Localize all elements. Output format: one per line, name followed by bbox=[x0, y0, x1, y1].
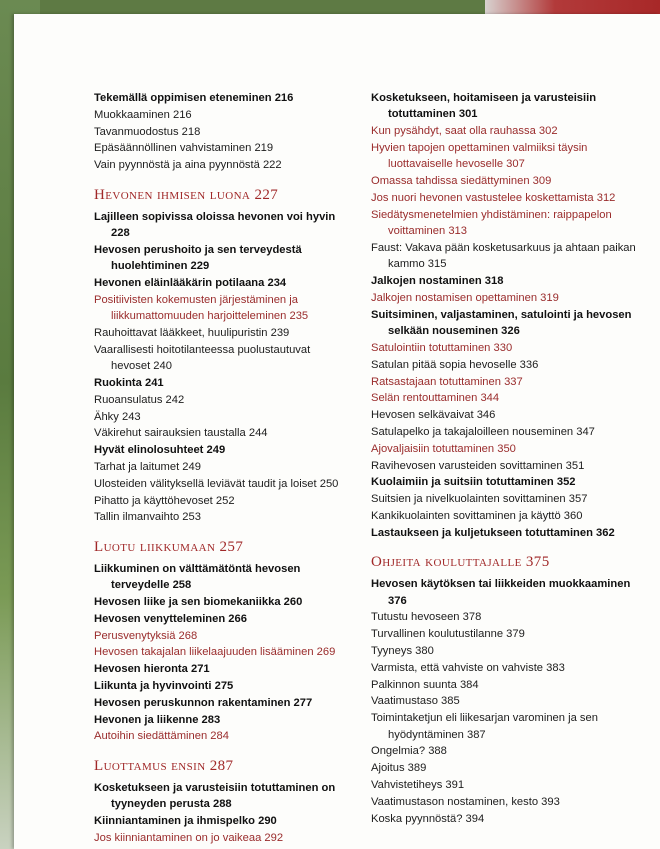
toc-exercise-entry: Positiivisten kokemusten järjestäminen ja liikkumattomuuden harjoitteleminen 235 bbox=[94, 293, 309, 323]
toc-subentry: Ähky 243 bbox=[94, 410, 141, 423]
toc-subentry: Vaarallisesti hoitotilanteessa puolustautuvat hevoset 240 bbox=[94, 343, 311, 373]
toc-chapter-entry: Hevonen eläinlääkärin potilaana 234 bbox=[94, 277, 287, 289]
toc-subentry: Tarhat ja laitumet 249 bbox=[94, 460, 201, 473]
section-title: Luotu liikkumaan bbox=[94, 538, 216, 555]
toc-chapter-entry: Kiinniantaminen ja ihmispelko 290 bbox=[94, 814, 277, 827]
toc-exercise-entry: Ajovaljaisiin totuttaminen 350 bbox=[371, 442, 516, 455]
toc-exercise-entry: Jalkojen nostamisen opettaminen 319 bbox=[371, 292, 559, 304]
toc-exercise-entry: Autoihin siedättäminen 284 bbox=[94, 730, 229, 743]
toc-subentry: Satulan pitää sopia hevoselle 336 bbox=[371, 358, 539, 371]
toc-subentry: Turvallinen koulutustilanne 379 bbox=[371, 628, 525, 641]
section-page-number: 287 bbox=[209, 757, 234, 774]
toc-chapter-entry: Ruokinta 241 bbox=[94, 377, 164, 389]
toc-chapter-entry: Lajilleen sopivissa oloissa hevonen voi hyvin 228 bbox=[94, 210, 336, 239]
section-title: Ohjeita kouluttajalle bbox=[371, 554, 522, 571]
toc-exercise-entry: Jos nuori hevonen vastustelee koskettamista 312 bbox=[371, 192, 616, 204]
section-title: Hevonen ihmisen luona bbox=[94, 186, 251, 203]
toc-chapter-entry: Hevosen perushoito ja sen terveydestä huolehtiminen 229 bbox=[94, 243, 302, 273]
toc-chapter-entry: Hevosen peruskunnon rakentaminen 277 bbox=[94, 696, 313, 709]
toc-exercise-entry: Satulointiin totuttaminen 330 bbox=[371, 342, 513, 354]
toc-exercise-entry: Jos kiinniantaminen on jo vaikeaa 292 bbox=[94, 831, 284, 844]
toc-subentry: Toimintaketjun eli liikesarjan varominen ja sen hyödyntäminen 387 bbox=[371, 712, 598, 741]
toc-subentry: Ongelmia? 388 bbox=[371, 745, 447, 758]
toc-chapter-entry: Lastaukseen ja kuljetukseen totuttaminen 362 bbox=[371, 526, 615, 539]
toc-subentry: Pihatto ja käyttöhevoset 252 bbox=[94, 494, 235, 507]
toc-subentry: Rauhoittavat lääkkeet, huulipuristin 239 bbox=[94, 327, 290, 339]
toc-chapter-entry: Hyvät elinolosuhteet 249 bbox=[94, 444, 226, 457]
toc-chapter-entry: Kosketukseen ja varusteisiin totuttaminen on tyyneyden perusta 288 bbox=[94, 781, 336, 811]
toc-left-column bbox=[94, 90, 349, 847]
toc-subentry: Ravihevosen varusteiden sovittaminen 351 bbox=[371, 459, 585, 472]
section-page-number: 227 bbox=[254, 186, 279, 203]
toc-section-heading bbox=[371, 552, 641, 572]
book-page bbox=[14, 14, 660, 849]
toc-subentry: Tallin ilmanvaihto 253 bbox=[94, 511, 201, 524]
toc-chapter-entry: Hevosen hieronta 271 bbox=[94, 663, 210, 676]
toc-chapter-entry: Hevosen käytöksen tai liikkeiden muokkaaminen 376 bbox=[371, 578, 631, 607]
toc-subentry: Ruoansulatus 242 bbox=[94, 393, 185, 406]
toc-chapter-entry: Jalkojen nostaminen 318 bbox=[371, 275, 504, 288]
toc-chapter-entry: Liikunta ja hyvinvointi 275 bbox=[94, 679, 234, 692]
section-page-number: 257 bbox=[219, 538, 244, 555]
toc-subentry: Suitsien ja nivelkuolainten sovittaminen 357 bbox=[371, 493, 588, 506]
toc-chapter-entry: Hevosen liike ja sen biomekaniikka 260 bbox=[94, 595, 303, 608]
toc-subentry: Satulapelko ja takajaloilleen nouseminen 347 bbox=[371, 425, 595, 438]
section-page-number: 375 bbox=[525, 554, 550, 571]
toc-exercise-entry: Ratsastajaan totuttaminen 337 bbox=[371, 375, 523, 388]
toc-subentry: Muokkaaminen 216 bbox=[94, 108, 192, 121]
toc-subentry: Epäsäännöllinen vahvistaminen 219 bbox=[94, 142, 274, 155]
toc-subentry: Vaatimustaso 385 bbox=[371, 695, 460, 708]
toc-section-heading bbox=[94, 537, 349, 557]
toc-exercise-entry: Hevosen takajalan liikelaajuuden lisääminen 269 bbox=[94, 646, 336, 659]
toc-subentry: Koska pyynnöstä? 394 bbox=[371, 812, 485, 825]
toc-exercise-entry: Hyvien tapojen opettaminen valmiiksi täysin luottavaiselle hevoselle 307 bbox=[371, 142, 588, 171]
toc-subentry: Varmista, että vahviste on vahviste 383 bbox=[371, 661, 565, 674]
toc-chapter-entry: Tekemällä oppimisen eteneminen 216 bbox=[94, 92, 294, 104]
toc-subentry: Palkinnon suunta 384 bbox=[371, 678, 479, 691]
toc-exercise-entry: Omassa tahdissa siedättyminen 309 bbox=[371, 175, 552, 188]
toc-subentry: Vaatimustason nostaminen, kesto 393 bbox=[371, 795, 560, 808]
toc-subentry: Ulosteiden välityksellä leviävät taudit ja loiset 250 bbox=[94, 477, 339, 490]
toc-section-heading bbox=[94, 185, 349, 205]
toc-chapter-entry: Kosketukseen, hoitamiseen ja varusteisiin totuttaminen 301 bbox=[371, 92, 597, 121]
toc-chapter-entry: Liikkuminen on välttämätöntä hevosen terveydelle 258 bbox=[94, 562, 301, 592]
toc-subentry: Tutustu hevoseen 378 bbox=[371, 611, 482, 624]
toc-chapter-entry: Kuolaimiin ja suitsiin totuttaminen 352 bbox=[371, 476, 576, 489]
toc-exercise-entry: Perusvenytyksiä 268 bbox=[94, 629, 198, 642]
toc-right-column bbox=[371, 90, 641, 827]
toc-subentry: Hevosen selkävaivat 346 bbox=[371, 409, 496, 422]
toc-subentry: Vain pyynnöstä ja aina pyynnöstä 222 bbox=[94, 159, 282, 172]
toc-subentry: Ajoitus 389 bbox=[371, 762, 427, 775]
toc-exercise-entry: Siedätysmenetelmien yhdistäminen: raippapelon voittaminen 313 bbox=[371, 208, 612, 238]
toc-chapter-entry: Suitsiminen, valjastaminen, satulointi ja hevosen selkään nouseminen 326 bbox=[371, 308, 632, 338]
toc-exercise-entry: Kun pysähdyt, saat olla rauhassa 302 bbox=[371, 125, 558, 138]
toc-chapter-entry: Hevonen ja liikenne 283 bbox=[94, 713, 221, 726]
toc-exercise-entry: Selän rentouttaminen 344 bbox=[371, 392, 500, 405]
toc-chapter-entry: Hevosen venytteleminen 266 bbox=[94, 612, 247, 625]
toc-section-heading bbox=[94, 756, 349, 776]
toc-subentry: Faust: Vakava pään kosketusarkuus ja ahtaan paikan kammo 315 bbox=[371, 242, 636, 271]
toc-subentry: Vahvistetiheys 391 bbox=[371, 778, 465, 791]
section-title: Luottamus ensin bbox=[94, 757, 206, 774]
toc-subentry: Kankikuolainten sovittaminen ja käyttö 360 bbox=[371, 509, 583, 522]
toc-subentry: Väkirehut sairauksien taustalla 244 bbox=[94, 427, 268, 440]
toc-subentry: Tavanmuodostus 218 bbox=[94, 125, 201, 138]
toc-subentry: Tyyneys 380 bbox=[371, 644, 434, 657]
